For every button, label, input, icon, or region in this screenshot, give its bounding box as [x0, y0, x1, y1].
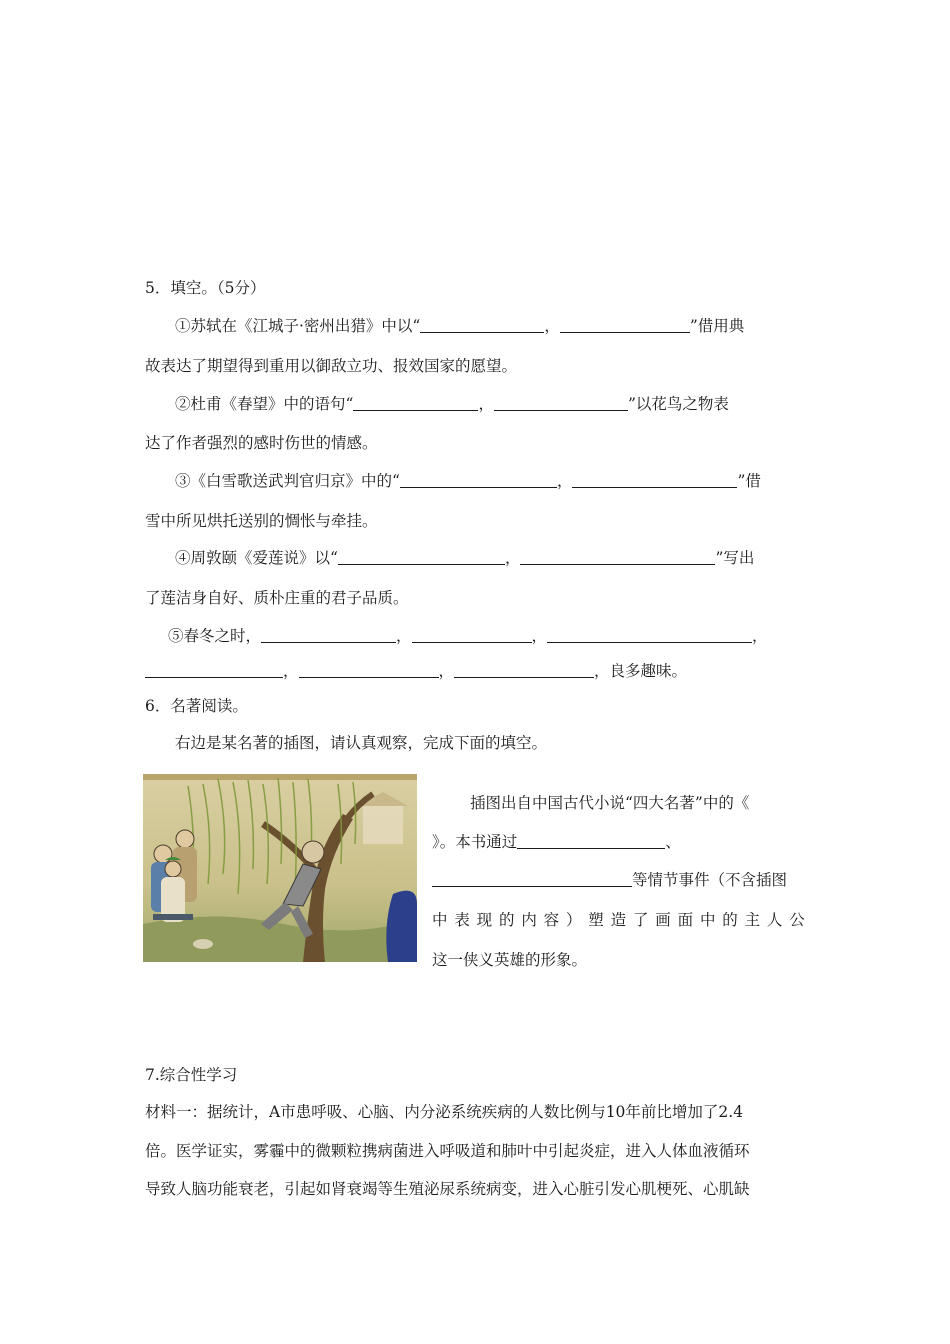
q6-text-line-2-sep: 、 — [665, 833, 681, 851]
q5-item-3-suffix: ”借 — [737, 472, 761, 490]
answer-blank[interactable] — [494, 395, 628, 411]
q5-item-2 — [175, 392, 729, 414]
q5-item-5-comma: ， — [283, 662, 299, 680]
q5-item-1-cont: 故表达了期望得到重用以御敌立功、报效国家的愿望。 — [145, 357, 518, 375]
q6-text-line-4-char: ） — [565, 911, 582, 929]
q6-text-line-4-char: 的 — [498, 911, 515, 929]
answer-blank[interactable] — [338, 549, 505, 565]
q5-item-1 — [175, 314, 744, 336]
q5-item-5-prefix: ⑤春冬之时， — [168, 627, 262, 645]
q6-text-line-4-char: 主 — [744, 911, 761, 929]
q6-text-line-4-char: 中 — [432, 911, 448, 929]
q5-item-5-comma: ， — [396, 627, 412, 645]
q6-text-line-1: 插图出自中国古代小说“四大名著”中的《 — [470, 794, 750, 812]
q5-item-5 — [168, 624, 768, 646]
q5-item-3 — [175, 469, 761, 491]
q6-text-line-4-char: 造 — [610, 911, 627, 929]
q5-item-1-prefix: ①苏轼在《江城子·密州出猎》中以“ — [175, 317, 421, 335]
answer-blank[interactable] — [145, 662, 283, 678]
q5-item-4-suffix: ”写出 — [715, 549, 755, 567]
illustration-image — [143, 774, 417, 962]
q5-item-5-comma: ， — [438, 662, 455, 680]
q6-text-line-4-char: 了 — [632, 911, 649, 929]
answer-blank[interactable] — [572, 472, 737, 488]
answer-blank[interactable] — [412, 627, 532, 643]
q5-item-5-comma: ， — [752, 627, 768, 645]
q6-text-line-2 — [432, 830, 681, 852]
q5-title: 5．填空。（5分） — [145, 279, 266, 297]
q6-text-line-3 — [432, 868, 787, 890]
q5-item-4-prefix: ④周敦颐《爱莲说》以“ — [175, 549, 338, 567]
q6-text-line-4-char: 公 — [789, 911, 805, 929]
answer-blank[interactable] — [261, 627, 396, 643]
q6-text-line-4-char: 容 — [543, 911, 560, 929]
q7-title: 7.综合性学习 — [145, 1066, 238, 1084]
answer-blank[interactable] — [420, 317, 544, 333]
q5-item-4-comma: ， — [504, 549, 521, 567]
q5-item-4-cont: 了莲洁身自好、质朴庄重的君子品质。 — [145, 589, 409, 607]
answer-blank[interactable] — [517, 833, 665, 849]
q7-material-1-line-1: 材料一：据统计，A市患呼吸、心脑、内分泌系统疾病的人数比例与10年前比增加了2.4 — [145, 1103, 744, 1121]
q6-text-line-4-char: 表 — [454, 911, 470, 929]
q6-text-line-5: 这一侠义英雄的形象。 — [432, 951, 588, 969]
answer-blank[interactable] — [454, 662, 594, 678]
q6-intro: 右边是某名著的插图，请认真观察，完成下面的填空。 — [175, 734, 548, 752]
q5-item-3-cont: 雪中所见烘托送别的惆怅与牵挂。 — [145, 512, 378, 530]
q5-item-3-prefix: ③《白雪歌送武判官归京》中的“ — [175, 472, 400, 490]
q5-item-2-comma: ， — [478, 395, 494, 413]
q5-item-1-comma: ， — [544, 317, 560, 335]
q6-text-line-4-char: 中 — [699, 911, 716, 929]
answer-blank[interactable] — [547, 627, 752, 643]
q6-text-line-4-char: 现 — [476, 911, 493, 929]
q6-text-line-4-char: 的 — [722, 911, 738, 929]
q6-text-line-3-suffix: 等情节事件（不含插图 — [632, 871, 788, 889]
q5-item-2-prefix: ②杜甫《春望》中的语句“ — [175, 395, 354, 413]
q5-item-3-comma: ， — [556, 472, 573, 490]
q7-material-1-line-2: 倍。医学证实，雾霾中的微颗粒携病菌进入呼吸道和肺叶中引起炎症，进入人体血液循环 — [145, 1142, 750, 1160]
q6-text-line-4-char: 内 — [521, 911, 537, 929]
q6-text-line-2-prefix: 》。本书通过 — [432, 833, 518, 851]
q5-item-2-cont: 达了作者强烈的感时伤世的情感。 — [145, 434, 378, 452]
q5-item-1-suffix: ”借用典 — [689, 317, 745, 335]
q5-item-2-suffix: ”以花鸟之物表 — [627, 395, 729, 413]
q6-text-line-4-char: 人 — [766, 911, 783, 929]
q6-title: 6．名著阅读。 — [145, 697, 248, 715]
answer-blank[interactable] — [560, 317, 690, 333]
q5-item-5-comma: ， — [531, 627, 548, 645]
answer-blank[interactable] — [299, 662, 439, 678]
q6-text-line-4-char: 画 — [655, 911, 671, 929]
answer-blank[interactable] — [353, 395, 478, 411]
q6-text-line-4-char: 面 — [677, 911, 694, 929]
answer-blank[interactable] — [400, 472, 557, 488]
q5-item-4 — [175, 546, 754, 568]
q7-material-1-line-3: 导致人脑功能衰老，引起如肾衰竭等生殖泌尿系统病变，进入心脏引发心肌梗死、心肌缺 — [145, 1180, 750, 1198]
q6-text-line-4-char: 塑 — [588, 911, 604, 929]
q5-item-5-cont — [145, 659, 687, 681]
answer-blank[interactable] — [432, 871, 632, 887]
answer-blank[interactable] — [520, 549, 715, 565]
q6-text-line-4 — [432, 908, 805, 930]
q5-item-5-suffix: ，良多趣味。 — [594, 662, 688, 680]
